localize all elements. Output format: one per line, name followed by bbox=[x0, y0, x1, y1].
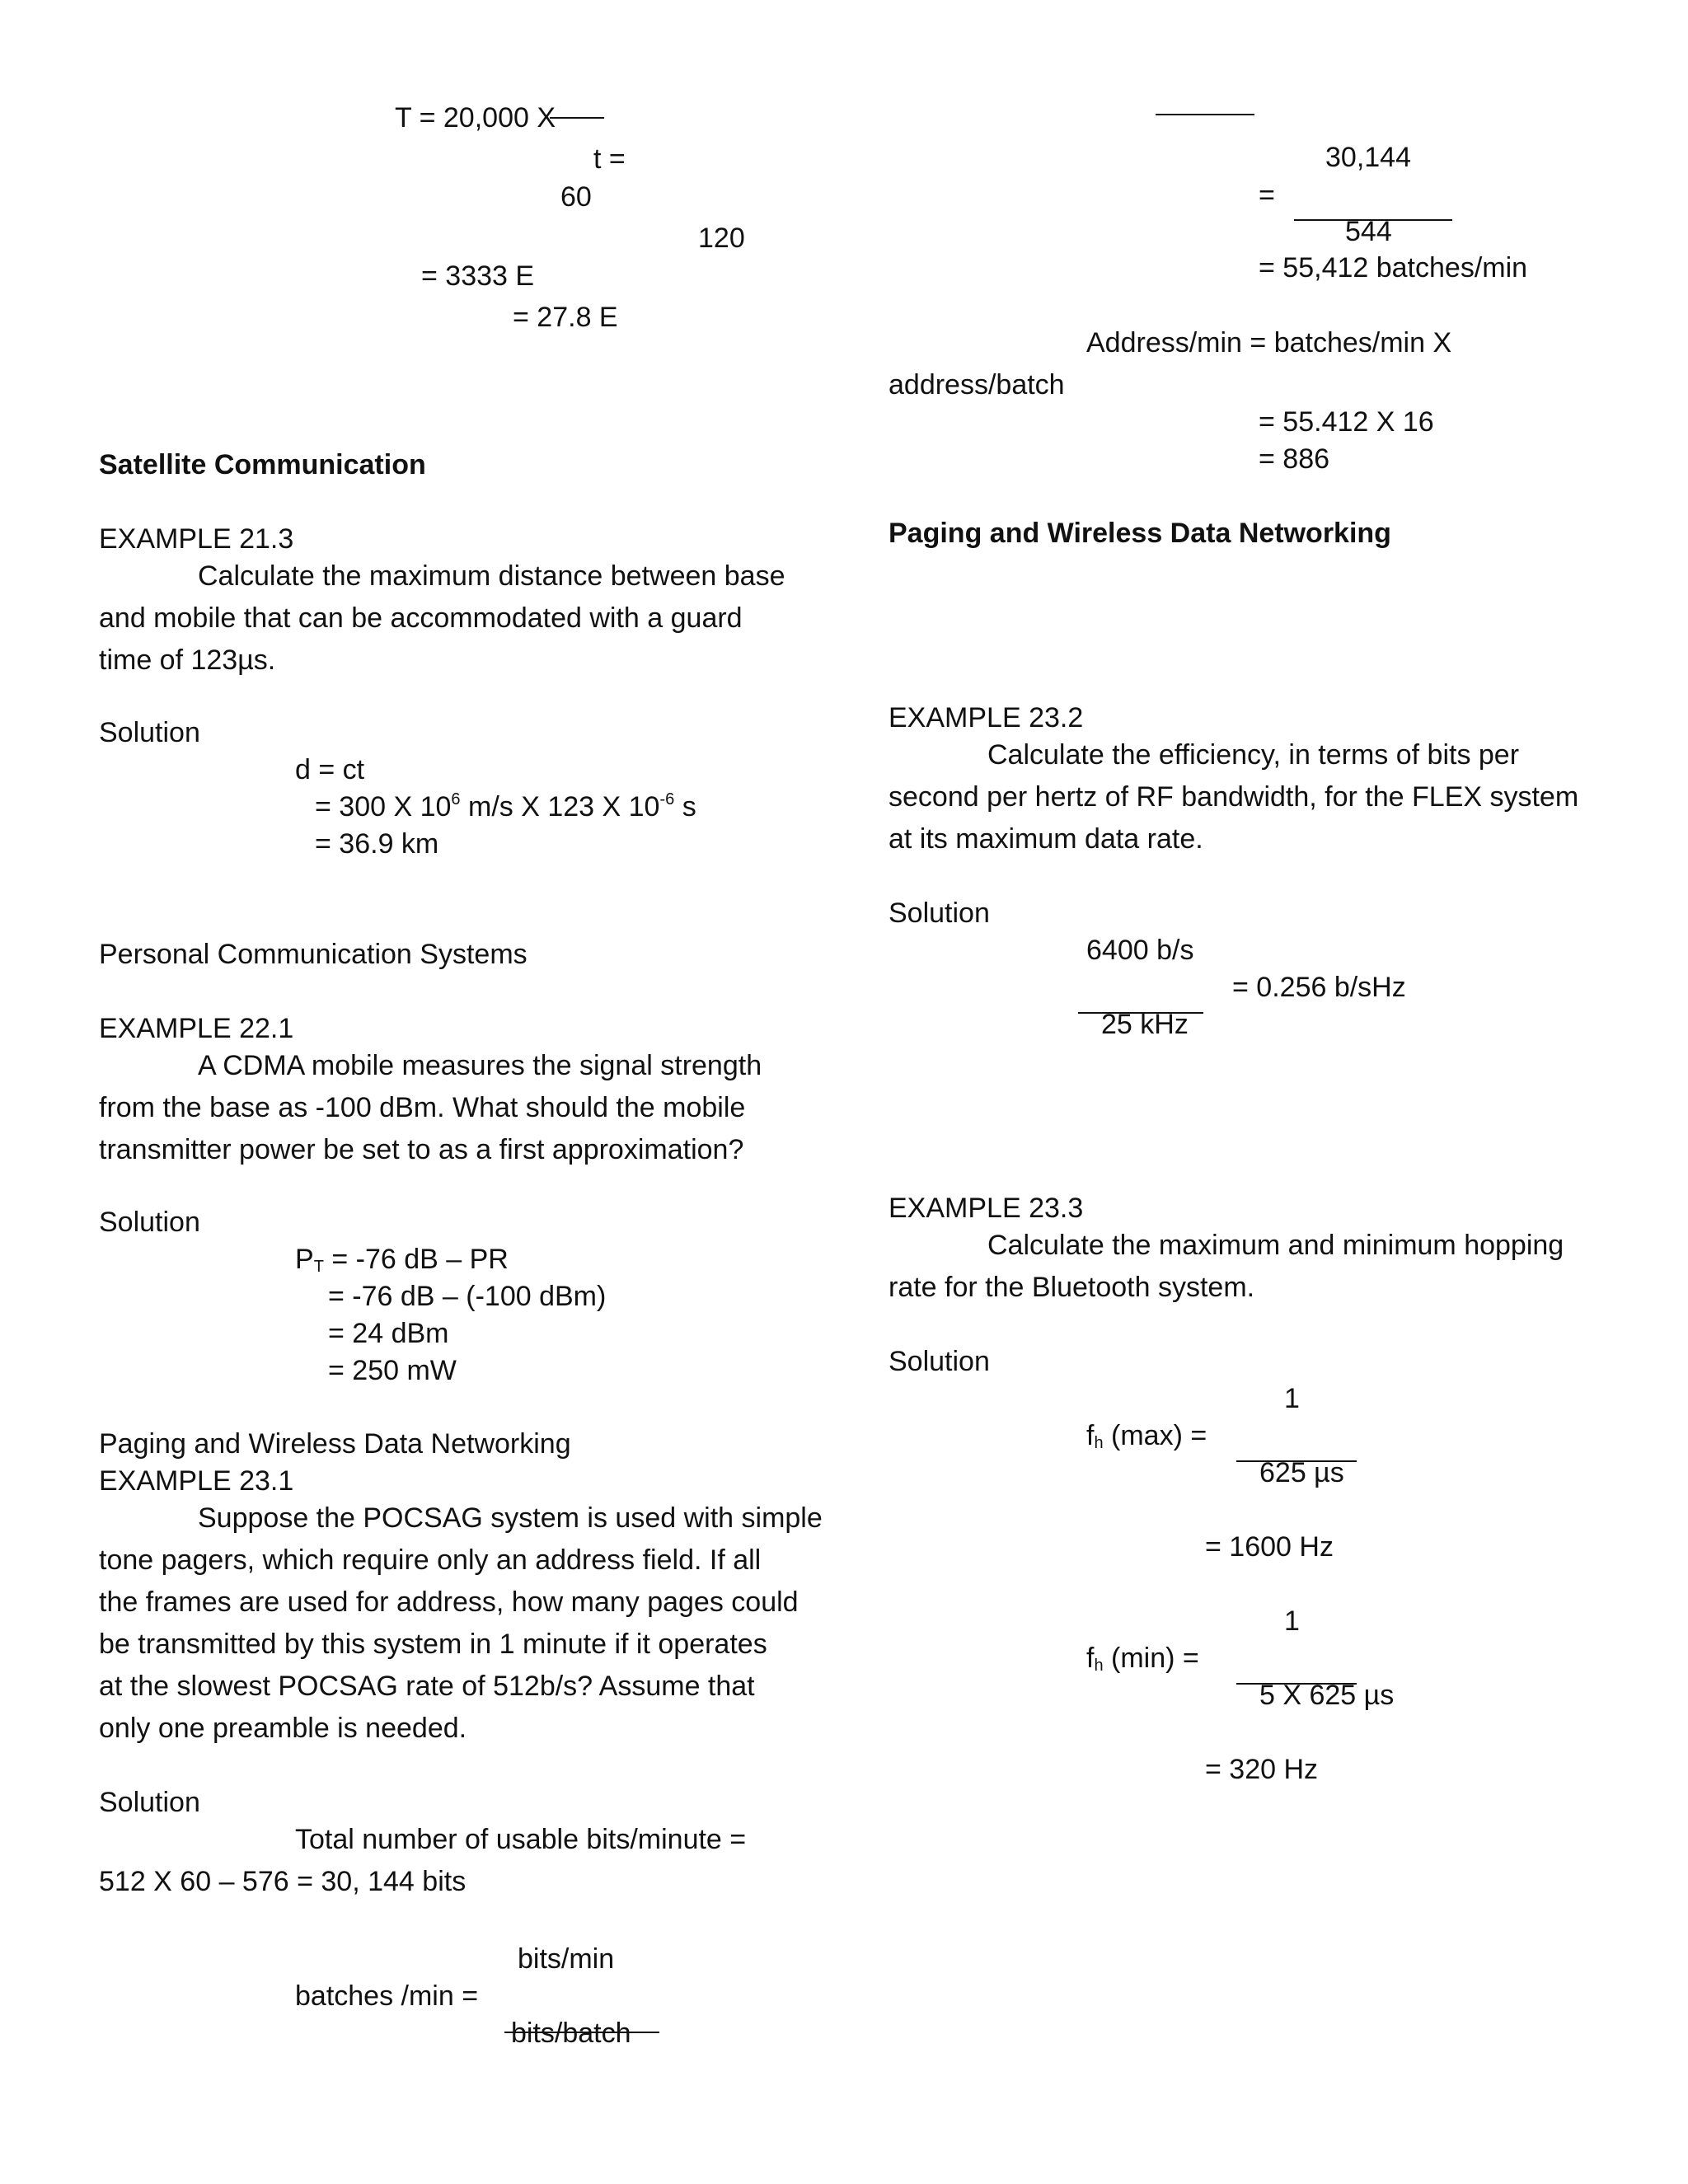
example-23-2-text-3: at its maximum data rate. bbox=[889, 823, 1203, 855]
equation-line: = 36.9 km bbox=[315, 828, 439, 860]
fraction-denominator: 5 X 625 µs bbox=[1259, 1680, 1395, 1711]
solution-text-2: 512 X 60 – 576 = 30, 144 bits bbox=[99, 1866, 467, 1897]
fraction-denominator: 625 µs bbox=[1259, 1457, 1344, 1488]
example-22-1-title: EXAMPLE 22.1 bbox=[99, 1013, 294, 1044]
example-23-1-text-3: the frames are used for address, how many pages could bbox=[99, 1586, 799, 1618]
section-heading-paging-bold: Paging and Wireless Data Networking bbox=[889, 518, 1391, 549]
solution-label: Solution bbox=[99, 1787, 200, 1818]
fraction-numerator: 1 bbox=[1284, 1383, 1300, 1414]
fraction-numerator: 1 bbox=[1284, 1605, 1300, 1637]
solution-label: Solution bbox=[889, 898, 990, 929]
example-22-1-text-1: A CDMA mobile measures the signal strength bbox=[198, 1050, 762, 1081]
address-result: = 886 bbox=[1259, 443, 1330, 475]
address-formula-cont: address/batch bbox=[889, 369, 1065, 401]
example-23-2-title: EXAMPLE 23.2 bbox=[889, 702, 1084, 733]
example-21-3-text-2: and mobile that can be accommodated with a guard bbox=[99, 602, 743, 634]
fraction-lhs: batches /min = bbox=[295, 1980, 479, 2012]
traffic-120: 120 bbox=[698, 223, 745, 254]
example-23-3-text-1: Calculate the maximum and minimum hopping bbox=[987, 1230, 1564, 1261]
result-batches: = 55,412 batches/min bbox=[1259, 252, 1528, 284]
example-22-1-text-3: transmitter power be set to as a first approximation? bbox=[99, 1134, 744, 1165]
example-21-3-text-3: time of 123µs. bbox=[99, 644, 276, 676]
solution-label: Solution bbox=[889, 1346, 990, 1377]
example-23-1-text-2: tone pagers, which require only an address field. If all bbox=[99, 1544, 762, 1576]
equation-line: = -76 dB – (-100 dBm) bbox=[328, 1281, 607, 1312]
example-21-3-text-1: Calculate the maximum distance between base bbox=[198, 560, 785, 592]
section-heading-paging: Paging and Wireless Data Networking bbox=[99, 1428, 571, 1460]
equation-line: $P_T = -76$ dB – PR bbox=[295, 1244, 509, 1276]
address-formula: Address/min = batches/min X bbox=[1086, 327, 1452, 359]
fraction-numerator: bits/min bbox=[518, 1943, 615, 1975]
traffic-result-1: = 3333 E bbox=[421, 260, 535, 292]
fh-max-label: $f_h$ (max) = bbox=[1086, 1420, 1207, 1452]
section-heading-pcs: Personal Communication Systems bbox=[99, 939, 528, 970]
fraction-denominator: 544 bbox=[1345, 216, 1392, 247]
equation-line: = 24 dBm bbox=[328, 1318, 449, 1349]
fraction-bar bbox=[1156, 114, 1254, 115]
fraction-numerator: 6400 b/s bbox=[1086, 935, 1194, 966]
fraction-numerator: 30,144 bbox=[1325, 142, 1411, 173]
equation-line: = 300 X $10^6$ m/s X 123 X $10^{-6}$ s bbox=[315, 790, 696, 823]
example-23-1-text-5: at the slowest POCSAG rate of 512b/s? Assume that bbox=[99, 1671, 755, 1702]
fraction-denominator: 25 kHz bbox=[1101, 1009, 1189, 1040]
fraction-bar bbox=[550, 117, 604, 119]
fraction-bar bbox=[504, 2032, 659, 2033]
fh-max-result: = 1600 Hz bbox=[1205, 1531, 1334, 1563]
traffic-t: t = bbox=[593, 143, 626, 175]
example-23-1-text-4: be transmitted by this system in 1 minute if it operates bbox=[99, 1629, 767, 1660]
example-23-3-text-2: rate for the Bluetooth system. bbox=[889, 1272, 1255, 1303]
section-heading-satellite: Satellite Communication bbox=[99, 449, 426, 480]
efficiency-result: = 0.256 b/sHz bbox=[1232, 972, 1406, 1003]
example-23-1-title: EXAMPLE 23.1 bbox=[99, 1465, 294, 1497]
traffic-formula-T: T = 20,000 X bbox=[395, 102, 556, 134]
solution-label: Solution bbox=[99, 717, 200, 748]
equation-line: = 250 mW bbox=[328, 1355, 457, 1386]
traffic-sixty: 60 bbox=[560, 181, 592, 213]
example-23-1-text-6: only one preamble is needed. bbox=[99, 1713, 467, 1744]
example-23-3-title: EXAMPLE 23.3 bbox=[889, 1193, 1084, 1224]
example-23-1-text-1: Suppose the POCSAG system is used with simple bbox=[198, 1502, 823, 1534]
example-23-2-text-2: second per hertz of RF bandwidth, for the FLEX system bbox=[889, 781, 1579, 813]
address-calc: = 55.412 X 16 bbox=[1259, 406, 1434, 438]
example-21-3-title: EXAMPLE 21.3 bbox=[99, 523, 294, 555]
fh-min-result: = 320 Hz bbox=[1205, 1754, 1319, 1785]
fh-min-label: $f_h$ (min) = bbox=[1086, 1643, 1199, 1675]
solution-text-1: Total number of usable bits/minute = bbox=[295, 1824, 747, 1855]
traffic-result-2: = 27.8 E bbox=[513, 302, 618, 333]
equation-line: d = ct bbox=[295, 754, 365, 785]
fraction-denominator: bits/batch bbox=[511, 2018, 631, 2049]
solution-label: Solution bbox=[99, 1207, 200, 1238]
example-22-1-text-2: from the base as -100 dBm. What should the mobile bbox=[99, 1092, 746, 1123]
example-23-2-text-1: Calculate the efficiency, in terms of bits per bbox=[987, 739, 1520, 771]
equals-sign: = bbox=[1259, 180, 1275, 211]
